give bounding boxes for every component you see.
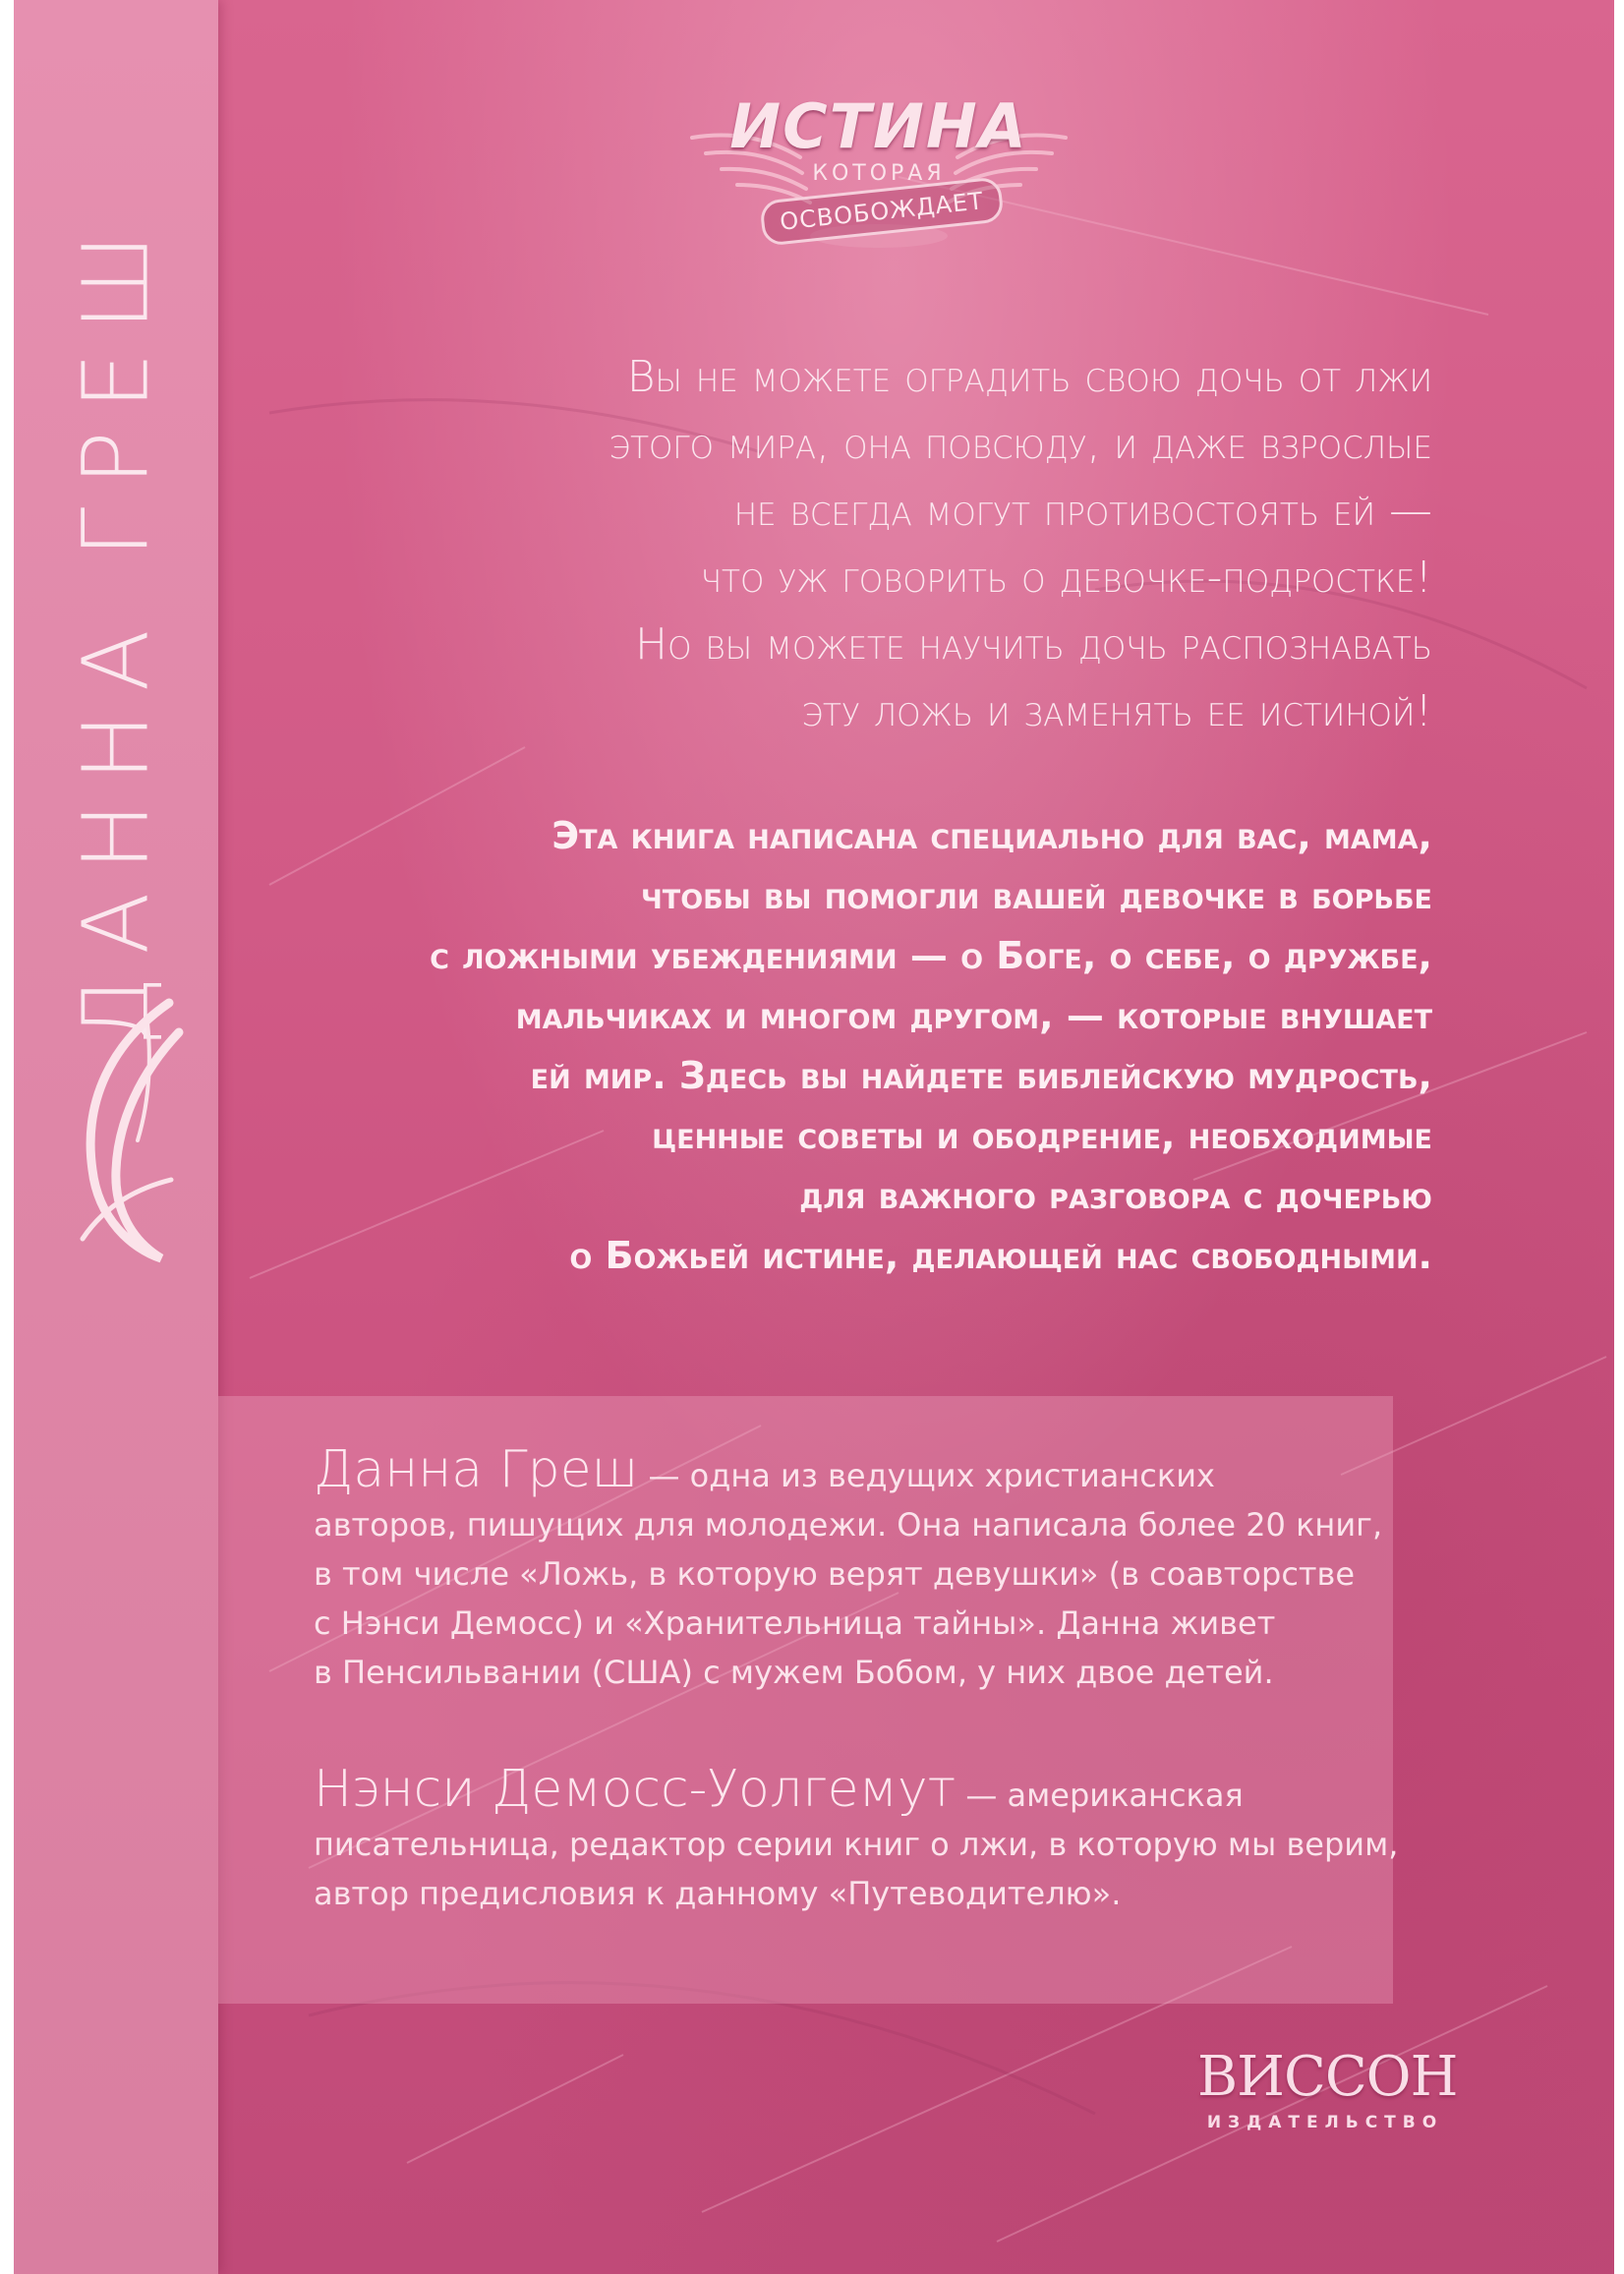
spine-author-name: ДАННА ГРЕШ: [63, 211, 169, 1047]
description-paragraph: [302, 806, 1432, 1286]
author-bio-danna: [314, 1440, 1493, 1697]
bio-line: авторов, пишущих для молодежи. Она написала более 20 книг,: [314, 1506, 1383, 1544]
text-line: с ложными убеждениями — о Боге, о себе, о дружбе,: [430, 934, 1432, 977]
publisher-logo: [1197, 2045, 1458, 2153]
text-line: Но вы можете научить дочь распознавать: [634, 619, 1432, 670]
text-line: что уж говорить о девочке-подростке!: [700, 553, 1432, 603]
logo-ribbon: ОСВОБОЖДАЕТ: [759, 176, 1004, 246]
text-line: ценные советы и ободрение, необходимые: [652, 1114, 1432, 1157]
intro-paragraph: [351, 344, 1432, 745]
author-name: Нэнси Демосс-Уолгемут: [314, 1760, 957, 1819]
text-line: ей мир. Здесь вы найдете библейскую мудрость,: [530, 1054, 1432, 1097]
bio-line: писательница, редактор серии книг о лжи, в которую мы верим,: [314, 1826, 1399, 1863]
text-line: о Божьей истине, делающей нас свободными.: [569, 1234, 1432, 1277]
text-line: для важного разговора с дочерью: [799, 1174, 1432, 1217]
publisher-subtitle: ИЗДАТЕЛЬСТВО: [1206, 2113, 1444, 2132]
text-line: не всегда могут противостоять ей —: [733, 486, 1432, 536]
bio-line: в том числе «Ложь, в которую верят девушки» (в соавторстве: [314, 1555, 1356, 1593]
author-bio-nancy: [314, 1760, 1493, 1918]
text-line: Эта книга написана специально для вас, мама,: [551, 814, 1432, 857]
book-back-cover: [14, 0, 1614, 2274]
book-spine: [14, 0, 218, 2274]
text-line: Вы не можете оградить свою дочь от лжи: [626, 352, 1432, 402]
flourish-ornament-icon: [53, 983, 191, 1278]
series-logo: [672, 79, 1085, 265]
bio-line: в Пенсильвании (США) с мужем Бобом, у них двое детей.: [314, 1654, 1274, 1691]
logo-subtitle: КОТОРАЯ: [812, 161, 946, 186]
bio-text: — американская: [956, 1777, 1244, 1814]
logo-title: ИСТИНА: [729, 90, 1028, 162]
text-line: чтобы вы помогли вашей девочке в борьбе: [640, 874, 1432, 917]
publisher-name: ВИССОН: [1197, 2045, 1458, 2109]
bio-line: с Нэнси Демосс) и «Хранительница тайны». Данна живет: [314, 1604, 1276, 1642]
bio-line: автор предисловия к данному «Путеводителю».: [314, 1875, 1122, 1912]
text-line: эту ложь и заменять ее истиной!: [801, 686, 1432, 736]
author-name: Данна Греш: [314, 1440, 639, 1499]
text-line: мальчиках и многом другом, — которые внушает: [515, 994, 1432, 1037]
bio-text: — одна из ведущих христианских: [638, 1457, 1215, 1494]
text-line: этого мира, она повсюду, и даже взрослые: [609, 419, 1432, 469]
